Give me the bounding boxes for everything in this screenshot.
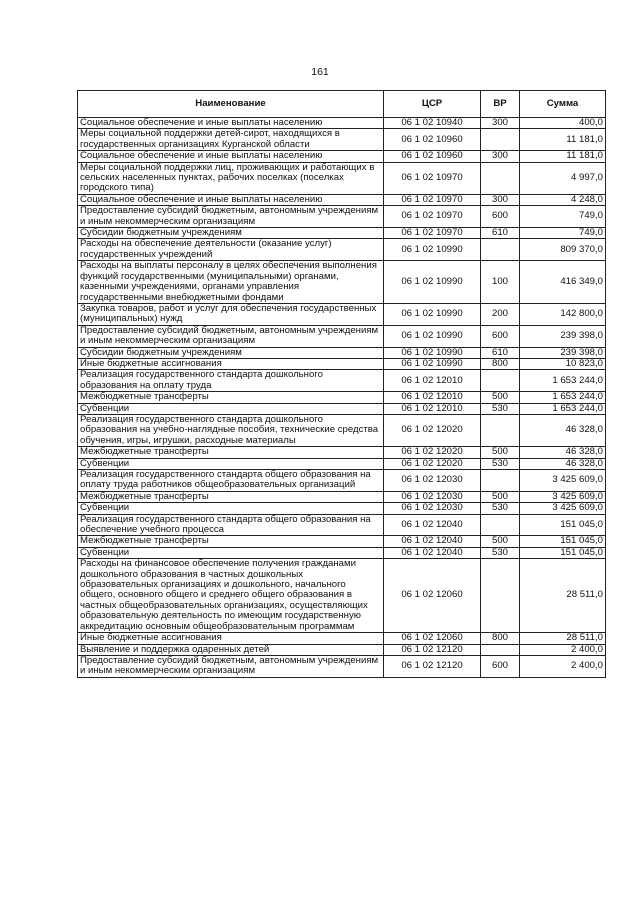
table-row — [78, 503, 606, 514]
cell-sum: 46 328,0 — [520, 458, 606, 469]
cell-vr — [481, 239, 520, 261]
cell-name: Межбюджетные трансферты — [78, 447, 384, 458]
cell-name: Расходы на обеспечение деятельности (оказание услуг) государственных учреждений — [78, 239, 384, 261]
cell-vr — [481, 370, 520, 392]
table-row — [78, 118, 606, 129]
cell-csr: 06 1 02 12010 — [384, 370, 481, 392]
cell-name: Реализация государственного стандарта общего образования на обеспечение учебного процесса — [78, 514, 384, 536]
cell-sum: 4 997,0 — [520, 162, 606, 194]
table-row — [78, 644, 606, 655]
cell-name: Иные бюджетные ассигнования — [78, 358, 384, 369]
cell-name: Субвенции — [78, 403, 384, 414]
cell-name: Субвенции — [78, 458, 384, 469]
cell-vr: 800 — [481, 358, 520, 369]
cell-csr: 06 1 02 12020 — [384, 447, 481, 458]
cell-name: Иные бюджетные ассигнования — [78, 633, 384, 644]
cell-sum: 239 398,0 — [520, 325, 606, 347]
cell-csr: 06 1 02 12030 — [384, 491, 481, 502]
table-row — [78, 536, 606, 547]
cell-csr: 06 1 02 10990 — [384, 325, 481, 347]
cell-name: Выявление и поддержка одаренных детей — [78, 644, 384, 655]
cell-name: Реализация государственного стандарта дошкольного образования на учебно-наглядные пособия, технические средства обучения, игры, игрушки, расходные материалы — [78, 414, 384, 446]
cell-name: Субвенции — [78, 503, 384, 514]
cell-csr: 06 1 02 12060 — [384, 633, 481, 644]
table-row — [78, 228, 606, 239]
cell-sum: 239 398,0 — [520, 347, 606, 358]
table-row — [78, 458, 606, 469]
table-row — [78, 633, 606, 644]
cell-csr: 06 1 02 12040 — [384, 536, 481, 547]
cell-sum: 749,0 — [520, 228, 606, 239]
cell-name: Реализация государственного стандарта дошкольного образования на оплату труда — [78, 370, 384, 392]
header-name: Наименование — [78, 91, 384, 118]
cell-sum: 2 400,0 — [520, 655, 606, 677]
cell-vr: 300 — [481, 194, 520, 205]
cell-csr: 06 1 02 12010 — [384, 392, 481, 403]
cell-sum: 1 653 244,0 — [520, 392, 606, 403]
table-row — [78, 403, 606, 414]
cell-name: Межбюджетные трансферты — [78, 536, 384, 547]
cell-csr: 06 1 02 12030 — [384, 503, 481, 514]
cell-csr: 06 1 02 10940 — [384, 118, 481, 129]
table-row — [78, 514, 606, 536]
cell-name: Социальное обеспечение и иные выплаты населению — [78, 194, 384, 205]
cell-csr: 06 1 02 12060 — [384, 559, 481, 633]
table-row — [78, 303, 606, 325]
table-row — [78, 239, 606, 261]
cell-name: Социальное обеспечение и иные выплаты населению — [78, 118, 384, 129]
cell-csr: 06 1 02 10990 — [384, 239, 481, 261]
header-vr: ВР — [481, 91, 520, 118]
table-header-row — [78, 91, 606, 118]
cell-sum: 4 248,0 — [520, 194, 606, 205]
cell-vr — [481, 470, 520, 492]
table-row — [78, 414, 606, 446]
cell-vr — [481, 514, 520, 536]
table-row — [78, 655, 606, 677]
cell-vr — [481, 559, 520, 633]
table-row — [78, 559, 606, 633]
cell-sum: 28 511,0 — [520, 559, 606, 633]
cell-csr: 06 1 02 12040 — [384, 514, 481, 536]
table-row — [78, 347, 606, 358]
cell-name: Реализация государственного стандарта общего образования на оплату труда работников общеобразовательных организаций — [78, 470, 384, 492]
cell-sum: 10 823,0 — [520, 358, 606, 369]
cell-sum: 151 045,0 — [520, 536, 606, 547]
cell-name: Предоставление субсидий бюджетным, автономным учреждениям и иным некоммерческим организациям — [78, 325, 384, 347]
header-sum: Сумма — [520, 91, 606, 118]
cell-vr — [481, 162, 520, 194]
cell-sum: 3 425 609,0 — [520, 503, 606, 514]
table-row — [78, 470, 606, 492]
cell-vr — [481, 644, 520, 655]
cell-vr: 610 — [481, 228, 520, 239]
cell-sum: 749,0 — [520, 206, 606, 228]
cell-sum: 28 511,0 — [520, 633, 606, 644]
cell-csr: 06 1 02 12020 — [384, 414, 481, 446]
cell-sum: 400,0 — [520, 118, 606, 129]
cell-sum: 1 653 244,0 — [520, 403, 606, 414]
cell-csr: 06 1 02 10970 — [384, 162, 481, 194]
cell-sum: 142 800,0 — [520, 303, 606, 325]
cell-csr: 06 1 02 12010 — [384, 403, 481, 414]
table-row — [78, 392, 606, 403]
cell-name: Субсидии бюджетным учреждениям — [78, 347, 384, 358]
cell-name: Межбюджетные трансферты — [78, 392, 384, 403]
cell-csr: 06 1 02 10990 — [384, 261, 481, 304]
cell-vr: 300 — [481, 118, 520, 129]
cell-vr — [481, 129, 520, 151]
cell-sum: 151 045,0 — [520, 547, 606, 558]
cell-csr: 06 1 02 10960 — [384, 129, 481, 151]
cell-vr: 500 — [481, 491, 520, 502]
table-row — [78, 325, 606, 347]
table-body — [78, 118, 606, 678]
cell-vr: 530 — [481, 403, 520, 414]
table-row — [78, 491, 606, 502]
cell-name: Субвенции — [78, 547, 384, 558]
cell-vr: 100 — [481, 261, 520, 304]
cell-sum: 151 045,0 — [520, 514, 606, 536]
cell-name: Субсидии бюджетным учреждениям — [78, 228, 384, 239]
cell-sum: 11 181,0 — [520, 129, 606, 151]
table-row — [78, 370, 606, 392]
cell-csr: 06 1 02 10970 — [384, 206, 481, 228]
cell-vr: 610 — [481, 347, 520, 358]
cell-name: Расходы на финансовое обеспечение получения гражданами дошкольного образования в частных дошкольных образовательных организациях и дошкольного, начального общего, основного общего и среднего общего образования в частных общеобразовательных организациях, осуществляющих образовательную деятельность по имеющим государственную аккредитацию основным общеобразовательным программам — [78, 559, 384, 633]
cell-vr: 800 — [481, 633, 520, 644]
page-number: 161 — [311, 66, 329, 78]
cell-csr: 06 1 02 12120 — [384, 644, 481, 655]
cell-name: Меры социальной поддержки лиц, проживающих и работающих в сельских населенных пунктах, рабочих поселках (поселках городского типа) — [78, 162, 384, 194]
cell-name: Межбюджетные трансферты — [78, 491, 384, 502]
cell-vr: 200 — [481, 303, 520, 325]
cell-name: Предоставление субсидий бюджетным, автономным учреждениям и иным некоммерческим организациям — [78, 206, 384, 228]
cell-vr: 530 — [481, 458, 520, 469]
cell-csr: 06 1 02 10990 — [384, 303, 481, 325]
cell-name: Меры социальной поддержки детей-сирот, находящихся в государственных организациях Курганской области — [78, 129, 384, 151]
table-row — [78, 151, 606, 162]
table-row — [78, 194, 606, 205]
cell-csr: 06 1 02 12020 — [384, 458, 481, 469]
header-csr: ЦСР — [384, 91, 481, 118]
cell-csr: 06 1 02 10990 — [384, 358, 481, 369]
cell-sum: 3 425 609,0 — [520, 491, 606, 502]
cell-csr: 06 1 02 10990 — [384, 347, 481, 358]
cell-vr: 500 — [481, 447, 520, 458]
table-row — [78, 129, 606, 151]
cell-csr: 06 1 02 10970 — [384, 194, 481, 205]
table-row — [78, 547, 606, 558]
table-row — [78, 162, 606, 194]
cell-csr: 06 1 02 12120 — [384, 655, 481, 677]
cell-sum: 11 181,0 — [520, 151, 606, 162]
cell-vr: 530 — [481, 503, 520, 514]
cell-name: Предоставление субсидий бюджетным, автономным учреждениям и иным некоммерческим организациям — [78, 655, 384, 677]
cell-vr — [481, 414, 520, 446]
cell-vr: 500 — [481, 536, 520, 547]
cell-csr: 06 1 02 10960 — [384, 151, 481, 162]
cell-vr: 600 — [481, 655, 520, 677]
cell-vr: 530 — [481, 547, 520, 558]
cell-vr: 600 — [481, 206, 520, 228]
cell-vr: 500 — [481, 392, 520, 403]
cell-sum: 3 425 609,0 — [520, 470, 606, 492]
cell-name: Закупка товаров, работ и услуг для обеспечения государственных (муниципальных) нужд — [78, 303, 384, 325]
cell-sum: 1 653 244,0 — [520, 370, 606, 392]
cell-name: Социальное обеспечение и иные выплаты населению — [78, 151, 384, 162]
cell-vr: 600 — [481, 325, 520, 347]
cell-sum: 809 370,0 — [520, 239, 606, 261]
cell-sum: 46 328,0 — [520, 414, 606, 446]
cell-csr: 06 1 02 12040 — [384, 547, 481, 558]
cell-sum: 2 400,0 — [520, 644, 606, 655]
table-row — [78, 206, 606, 228]
cell-csr: 06 1 02 10970 — [384, 228, 481, 239]
cell-name: Расходы на выплаты персоналу в целях обеспечения выполнения функций государственными (муниципальными) органами, казенными учреждениями, органами управления государственными внебюджетными фондами — [78, 261, 384, 304]
cell-csr: 06 1 02 12030 — [384, 470, 481, 492]
cell-sum: 46 328,0 — [520, 447, 606, 458]
table-row — [78, 447, 606, 458]
cell-sum: 416 349,0 — [520, 261, 606, 304]
cell-vr: 300 — [481, 151, 520, 162]
budget-table — [77, 90, 606, 678]
table-row — [78, 358, 606, 369]
table-row — [78, 261, 606, 304]
